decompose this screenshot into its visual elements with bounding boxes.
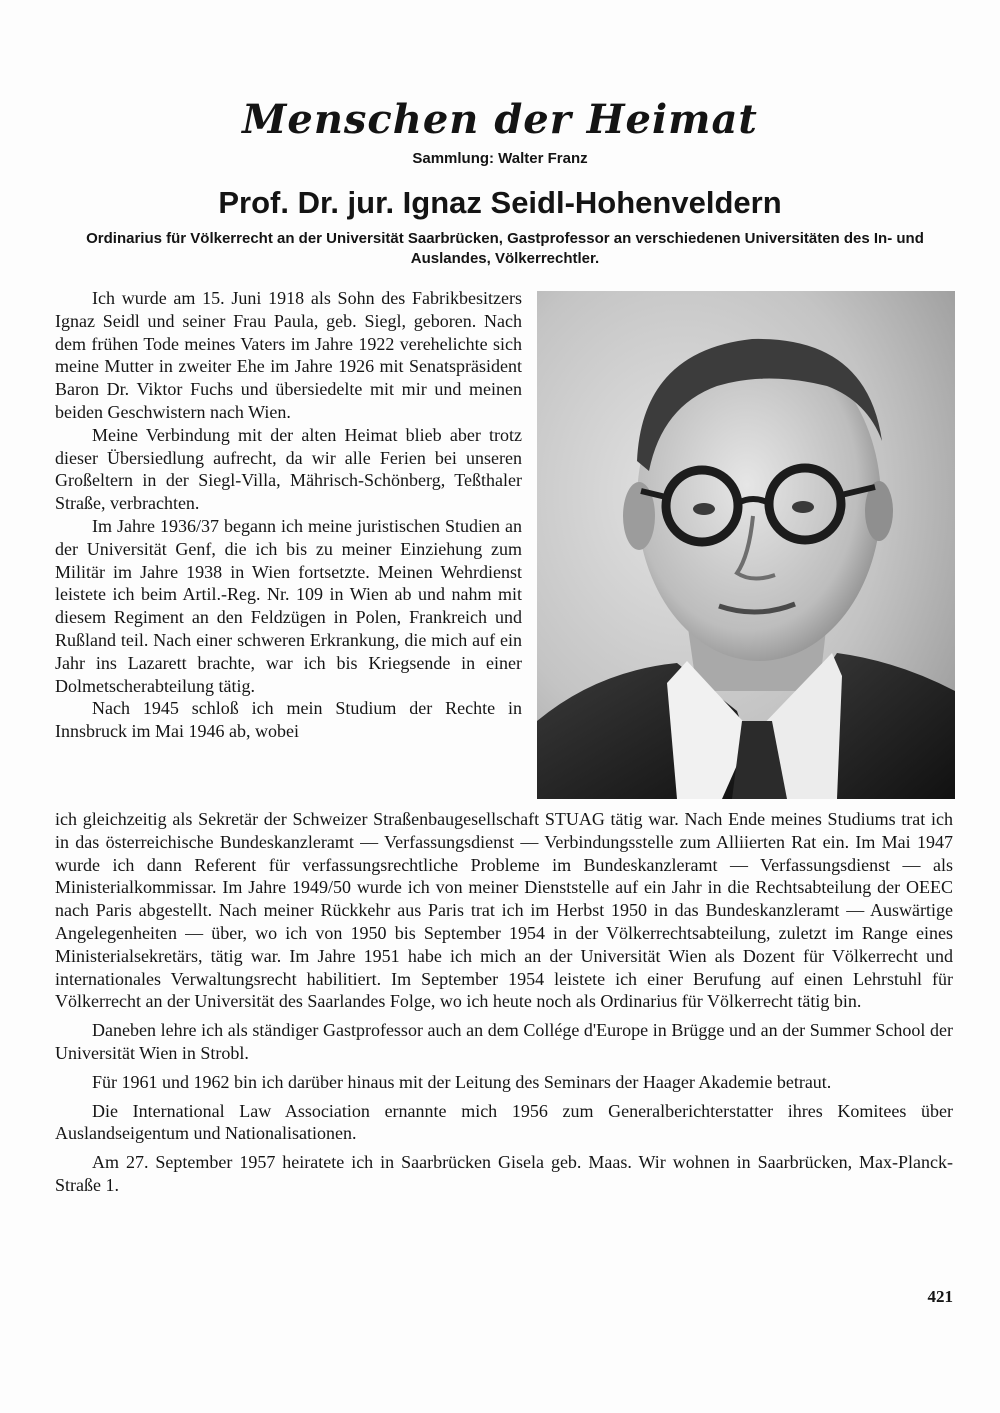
portrait-photo <box>537 291 955 799</box>
paragraph: ich gleichzeitig als Sekretär der Schweizer Straßenbaugesellschaft STUAG tätig war. Nach Ende meines Studiums trat ich in das österreichische Bundeskanzleramt — Verfassungsdienst — Verbindungsstelle zum Alliierten Rat ein. Im Mai 1947 wurde ich dann Referent für verfassungsrechtliche Probleme im Bundeskanzleramt — Verfassungsdienst — als Ministerialkommissar. Im Jahre 1949/50 wurde ich von meiner Dienststelle auf ein Jahr in die Rechtsabteilung der OEEC nach Paris abgestellt. Nach meiner Rückkehr aus Paris trat ich im Herbst 1950 in das Bundeskanzleramt — Auswärtige Angelegenheiten — über, wo ich von 1950 bis September 1954 in der Völkerrechtsabteilung, zuletzt im Range eines Ministerialsekretärs, tätig war. Im Jahre 1951 habe ich mich an der Universität Wien als Dozent für Völkerrecht und internationales Verwaltungsrecht habilitiert. Im September 1954 leistete ich einer Berufung auf einen Lehrstuhl für Völkerrecht an der Universität des Saarlandes Folge, wo ich heute noch als Ordinarius für Völkerrecht tätig bin. <box>55 809 953 1012</box>
paragraph: Meine Verbindung mit der alten Heimat blieb aber trotz dieser Übersiedlung aufrecht, da wir alle Ferien bei unseren Großeltern in der Siegl-Villa, Mährisch-Schönberg, Teßthaler Straße, verbrachten. <box>55 424 522 514</box>
body-column-text <box>55 287 522 743</box>
paragraph: Die International Law Association ernannte mich 1956 zum Generalberichterstatter ihres Komitees über Auslandseigentum und Nationalisationen. <box>55 1100 953 1144</box>
paragraph: Daneben lehre ich als ständiger Gastprofessor auch an dem Collége d'Europe in Brügge und an der Summer School der Universität Wien in Strobl. <box>55 1020 953 1063</box>
body-full-width-text <box>55 808 953 1197</box>
paragraph: Für 1961 und 1962 bin ich darüber hinaus mit der Leitung des Seminars der Haager Akademie betraut. <box>92 1071 832 1092</box>
collection-credit: Sammlung: Walter Franz <box>412 150 588 167</box>
paragraph: Am 27. September 1957 heiratete ich in Saarbrücken Gisela geb. Maas. Wir wohnen in Saarbrücken, Max-Planck-Straße 1. <box>55 1152 953 1195</box>
person-description: Ordinarius für Völkerrecht an der Universität Saarbrücken, Gastprofessor an verschiedenen Universitäten des In- und Auslandes, Völkerrechtler. <box>86 230 924 267</box>
paragraph: Nach 1945 schloß ich mein Studium der Rechte in Innsbruck im Mai 1946 ab, wobei <box>55 698 522 742</box>
paragraph: Ich wurde am 15. Juni 1918 als Sohn des Fabrikbesitzers Ignaz Seidl und seiner Frau Paula, geb. Siegl, geboren. Nach dem frühen Tode meines Vaters im Jahre 1922 verehelichte sich meine Mutter in zweiter Ehe im Jahre 1926 mit Senatspräsident Baron Dr. Viktor Fuchs und übersiedelte mit mir und meinen beiden Geschwistern nach Wien. <box>55 288 522 422</box>
paragraph: Im Jahre 1936/37 begann ich meine juristischen Studien an der Universität Genf, die ich bis zu meiner Einziehung zum Militär im Jahre 1938 in Wien fortsetzte. Meinen Wehrdienst leistete ich beim Artil.-Reg. Nr. 109 in Wien ab und nahm mit diesem Regiment an den Feldzügen in Polen, Frankreich und Rußland teil. Nach einer schweren Erkrankung, die mich auf ein Jahr ins Lazarett brachte, war ich bis Kriegsende in einer Dolmetscherabteilung tätig. <box>55 515 522 696</box>
series-title: Menschen der Heimat <box>242 96 758 143</box>
person-name: Prof. Dr. jur. Ignaz Seidl-Hohenveldern <box>218 185 782 220</box>
page-number: 421 <box>927 1287 953 1306</box>
